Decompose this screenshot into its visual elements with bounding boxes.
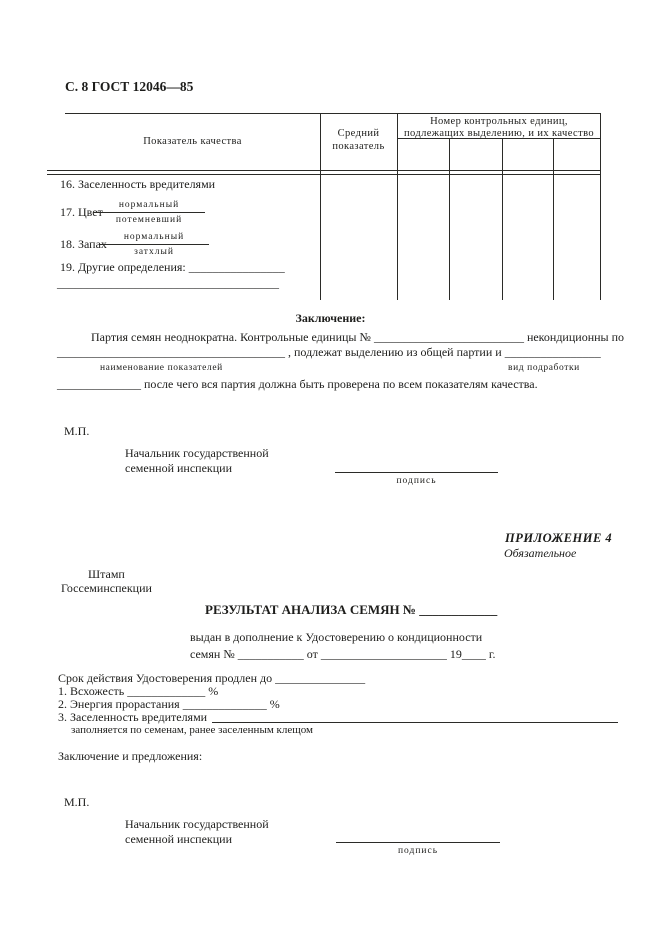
table-col-quality-header: Показатель качества: [143, 136, 242, 147]
official-title-bottom-line-1: Начальник государственной: [125, 817, 269, 831]
conclusion-line-3: [57, 377, 538, 392]
table-border-right: [600, 113, 601, 300]
item-2-label: 2. Энергия прорастания: [58, 697, 180, 711]
signature-line-bottom: [336, 841, 500, 843]
official-title-top-line-2: семенной инспекции: [125, 461, 232, 475]
official-title-top-line-1: Начальник государственной: [125, 446, 269, 460]
result-title-text: РЕЗУЛЬТАТ АНАЛИЗА СЕМЯН №: [205, 602, 416, 617]
row-18-option-musty: затхлый: [134, 247, 174, 257]
conclusion-line-2: [57, 345, 601, 360]
conclusion-line-2-blank-1: ______________________________________: [57, 345, 285, 359]
annex-title: ПРИЛОЖЕНИЕ 4: [505, 531, 613, 545]
item-2-unit: %: [269, 697, 280, 711]
subtitle-blank-2: _____________________: [320, 647, 447, 661]
caption-indicator-names: наименование показателей: [100, 363, 223, 373]
validity-blank: _______________: [275, 671, 366, 685]
subtitle-year-blank: ____: [461, 647, 486, 661]
conclusion-line-2-text: , подлежат выделению из общей партии и: [288, 345, 502, 359]
item-2-blank: ______________: [182, 697, 267, 711]
table-vline-3: [449, 138, 450, 300]
signature-line-top: [335, 471, 498, 473]
official-title-bottom-line-2: семенной инспекции: [125, 832, 232, 846]
item-1-label: 1. Всхожесть: [58, 684, 125, 698]
table-row-16: 16. Заселенность вредителями: [60, 177, 216, 191]
result-conclusion-heading: Заключение и предложения:: [58, 749, 203, 763]
conclusion-heading: Заключение:: [295, 311, 366, 325]
conclusion-line-1-text: Партия семян неоднократна. Контрольные единицы №: [91, 330, 371, 344]
inspection-stamp-line-2: Госсеминспекции: [61, 581, 152, 595]
annex-subtitle: Обязательное: [504, 546, 577, 560]
row-17-option-normal: нормальный: [93, 200, 205, 213]
signature-caption-top: подпись: [396, 476, 437, 486]
table-vline-2: [397, 113, 398, 300]
table-col-control-units-header: Номер контрольных единиц, подлежащих выделению, и их качество: [403, 116, 595, 139]
item-1-unit: %: [208, 684, 219, 698]
table-row-19-blank: ________________: [188, 260, 285, 274]
subtitle-from: от: [306, 647, 318, 661]
table-row-18-label: 18. Запах: [60, 237, 107, 251]
table-row-extra-blank: _____________________________________: [57, 276, 279, 290]
table-vline-5: [553, 138, 554, 300]
item-1-blank: _____________: [127, 684, 206, 698]
result-item-3: [58, 710, 618, 725]
table-row-19-label: 19. Другие определения:: [60, 260, 186, 274]
validity-text: Срок действия Удостоверения продлен до: [58, 671, 273, 685]
table-row-19: [60, 260, 285, 275]
table-row-18-options: [99, 232, 209, 258]
table-vline-4: [502, 138, 503, 300]
page-header-code: С. 8 ГОСТ 12046—85: [65, 79, 194, 94]
subtitle-year-g: г.: [488, 647, 496, 661]
conclusion-line-3-blank: ______________: [57, 377, 141, 391]
result-title: [205, 602, 497, 618]
item-3-label: 3. Заселенность вредителями: [58, 710, 208, 724]
table-row-17-options: [93, 200, 205, 226]
table-border-top: [65, 113, 600, 114]
subtitle-seeds-no: семян №: [190, 647, 235, 661]
signature-caption-bottom: подпись: [397, 846, 439, 856]
conclusion-line-1: [91, 330, 624, 345]
result-subtitle-line-1: выдан в дополнение к Удостоверению о кондиционности: [190, 630, 483, 644]
stamp-place-bottom: М.П.: [64, 795, 90, 809]
item-3-blank-line: [212, 722, 618, 723]
table-row-17-label: 17. Цвет: [60, 205, 103, 219]
subtitle-year-19: 19: [449, 647, 462, 661]
subtitle-blank-1: ___________: [237, 647, 304, 661]
caption-processing-type: вид подработки: [508, 363, 580, 373]
table-header-separator: [47, 170, 600, 175]
conclusion-line-1-blank: _________________________: [373, 330, 524, 344]
result-title-blank: ____________: [419, 602, 498, 617]
row-17-option-darkened: потемневший: [115, 215, 183, 225]
item-3-footnote: заполняется по семенам, ранее заселенным клещом: [71, 724, 313, 736]
conclusion-line-1-tail: некондиционны по: [526, 330, 625, 344]
conclusion-line-3-text: после чего вся партия должна быть проверена по всем показателям качества.: [144, 377, 538, 391]
result-subtitle-line-2: [190, 647, 495, 662]
table-col-average-header: Средний показатель: [332, 128, 385, 152]
inspection-stamp-line-1: Штамп: [88, 567, 125, 581]
row-18-option-normal: нормальный: [99, 232, 209, 245]
conclusion-line-2-blank-2: ________________: [504, 345, 601, 359]
stamp-place-top: М.П.: [64, 424, 90, 438]
